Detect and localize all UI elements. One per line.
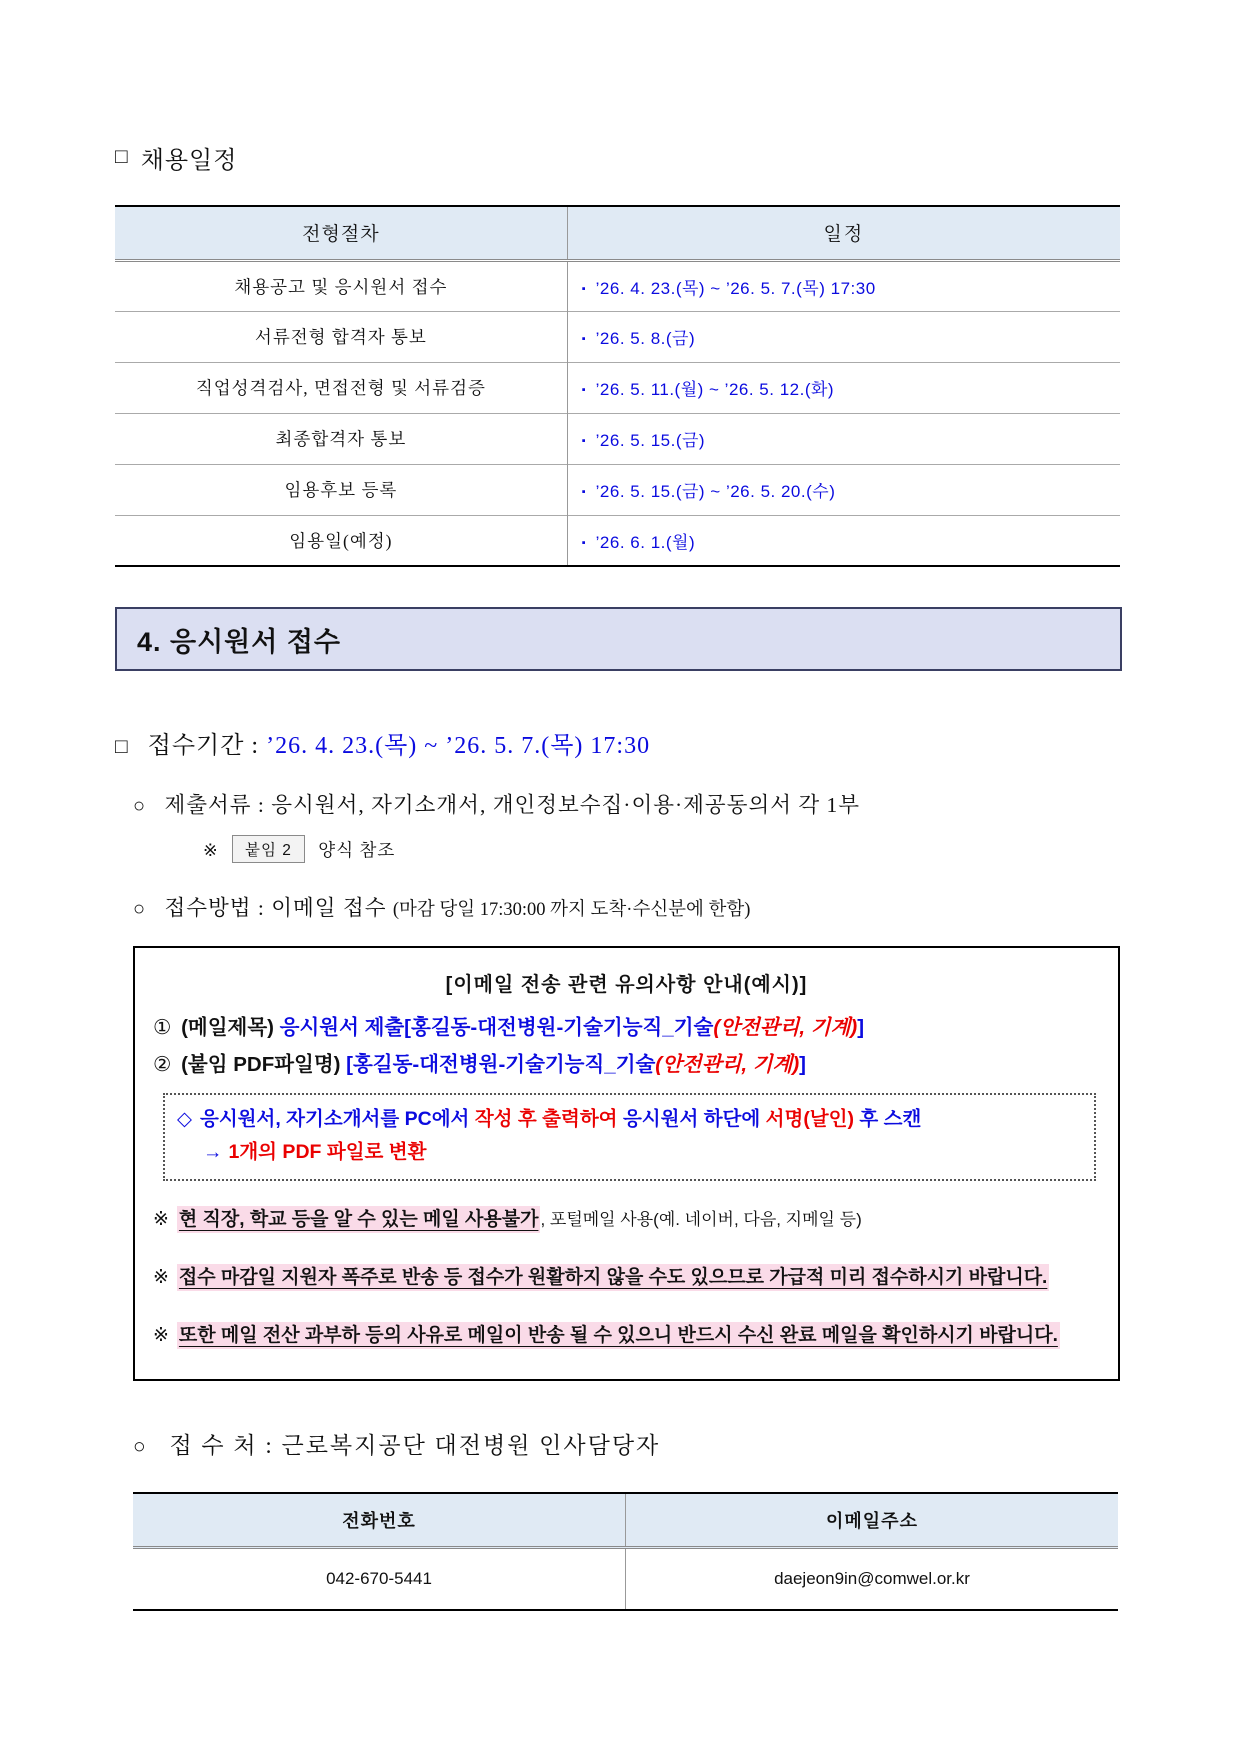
scan-instruction-box bbox=[163, 1093, 1096, 1181]
scan-seg5: 후 스캔 bbox=[859, 1107, 922, 1130]
method-note: (마감 당일 17:30:00 까지 도착·수신분에 한함) bbox=[392, 900, 751, 920]
mail-subject-close: ] bbox=[857, 1016, 865, 1039]
diamond-icon: ◇ bbox=[177, 1107, 192, 1130]
date-cell bbox=[567, 362, 1120, 413]
pdf-filename-label: (붙임 PDF파일명) bbox=[181, 1052, 341, 1076]
section4-title: 4. 응시원서 접수 bbox=[137, 626, 342, 657]
mail-subject-red: (안전관리, 기계) bbox=[713, 1016, 858, 1039]
date-cell bbox=[567, 260, 1120, 311]
procedure-cell: 임용일(예정) bbox=[115, 515, 567, 566]
procedure-cell: 최종합격자 통보 bbox=[115, 413, 567, 464]
note1-highlight: 현 직장, 학교 등을 알 수 있는 메일 사용불가 bbox=[177, 1206, 541, 1233]
table-row bbox=[115, 413, 1120, 464]
date-value: ’26. 6. 1.(월) bbox=[595, 532, 696, 552]
reference-mark-icon: ※ bbox=[203, 840, 219, 860]
date-value: ’26. 5. 11.(월) ~ ’26. 5. 12.(화) bbox=[595, 380, 835, 399]
arrow-icon: → bbox=[203, 1140, 223, 1163]
schedule-heading-label: 채용일정 bbox=[140, 148, 238, 174]
bullet-icon: ▪ bbox=[581, 384, 586, 396]
schedule-col-date: 일정 bbox=[567, 206, 1120, 260]
circle-bullet-icon: ○ bbox=[133, 795, 147, 817]
square-bullet-icon: □ bbox=[115, 734, 129, 758]
square-bullet-icon: □ bbox=[115, 144, 129, 168]
reference-mark-icon: ※ bbox=[153, 1208, 169, 1230]
period-value: ’26. 4. 23.(목) ~ ’26. 5. 7.(목) 17:30 bbox=[266, 733, 651, 759]
email-cell: daejeon9in@comwel.or.kr bbox=[774, 1569, 970, 1589]
circled-two-icon: ② bbox=[153, 1052, 172, 1076]
table-row bbox=[115, 362, 1120, 413]
documents-line bbox=[115, 788, 1120, 819]
bullet-icon: ▪ bbox=[581, 536, 586, 549]
procedure-cell: 채용공고 및 응시원서 접수 bbox=[115, 260, 567, 311]
date-value: ’26. 4. 23.(목) ~ ’26. 5. 7.(목) 17:30 bbox=[595, 278, 876, 298]
section4-header bbox=[115, 607, 1122, 671]
note1-rest: , 포털메일 사용(예. 네이버, 다음, 지메일 등) bbox=[540, 1209, 862, 1229]
date-cell bbox=[567, 311, 1120, 362]
schedule-heading bbox=[115, 140, 1120, 175]
date-value: ’26. 5. 15.(금) ~ ’26. 5. 20.(수) bbox=[595, 482, 836, 501]
documents-text: 제출서류 : 응시원서, 자기소개서, 개인정보수집·이용·제공동의서 각 1부 bbox=[164, 793, 861, 817]
email-notice-box bbox=[133, 946, 1120, 1381]
bullet-icon: ▪ bbox=[581, 333, 586, 345]
procedure-cell: 직업성격검사, 면접전형 및 서류검증 bbox=[115, 362, 567, 413]
phone-cell: 042-670-5441 bbox=[133, 1548, 626, 1610]
note-early-submission bbox=[153, 1259, 1100, 1297]
attachment-badge: 붙임 2 bbox=[232, 835, 305, 863]
schedule-table-header-row bbox=[115, 206, 1120, 260]
procedure-cell: 임용후보 등록 bbox=[115, 464, 567, 515]
scan-seg1: 응시원서, 자기소개서를 PC에서 bbox=[200, 1107, 470, 1130]
mail-subject-label: (메일제목) bbox=[181, 1016, 274, 1039]
contact-col-email: 이메일주소 bbox=[626, 1493, 1119, 1548]
attachment-note-text: 양식 참조 bbox=[318, 840, 396, 860]
contact-table bbox=[133, 1492, 1118, 1611]
mail-subject-blue: 응시원서 제출[홍길동-대전병원-기술기능직_기술 bbox=[279, 1016, 714, 1039]
note-mail-restriction bbox=[153, 1201, 1100, 1239]
reception-line bbox=[115, 1427, 1120, 1460]
note3-highlight: 또한 메일 전산 과부하 등의 사유로 메일이 반송 될 수 있으니 반드시 수신 완료 메일을 확인하시기 바랍니다. bbox=[177, 1322, 1060, 1349]
note2-highlight: 접수 마감일 지원자 폭주로 반송 등 접수가 원활하지 않을 수도 있으므로 가급적 미리 접수하시기 바랍니다. bbox=[177, 1264, 1049, 1291]
pdf-filename-blue: [홍길동-대전병원-기술기능직_기술 bbox=[346, 1052, 656, 1076]
scan-seg4: 서명(날인) bbox=[765, 1107, 854, 1130]
date-cell bbox=[567, 515, 1120, 566]
notice-box-title: [이메일 전송 관련 유의사항 안내(예시)] bbox=[445, 974, 808, 996]
scan-seg3: 응시원서 하단에 bbox=[622, 1107, 761, 1130]
date-cell bbox=[567, 464, 1120, 515]
table-row bbox=[133, 1548, 1118, 1610]
table-row bbox=[115, 464, 1120, 515]
contact-table-header-row bbox=[133, 1493, 1118, 1548]
date-value: ’26. 5. 15.(금) bbox=[595, 431, 706, 450]
contact-col-phone: 전화번호 bbox=[133, 1493, 626, 1548]
circled-one-icon: ① bbox=[153, 1016, 172, 1039]
bullet-icon: ▪ bbox=[581, 486, 586, 498]
scan-seg2: 작성 후 출력하여 bbox=[474, 1107, 618, 1130]
reference-mark-icon: ※ bbox=[153, 1266, 169, 1288]
date-cell bbox=[567, 413, 1120, 464]
bullet-icon: ▪ bbox=[581, 282, 586, 295]
method-line bbox=[115, 891, 1120, 922]
pdf-filename-close: ] bbox=[799, 1052, 806, 1076]
table-row bbox=[115, 311, 1120, 362]
period-line bbox=[115, 725, 1120, 760]
table-row bbox=[115, 260, 1120, 311]
period-label: 접수기간 : bbox=[147, 733, 260, 759]
pdf-filename-red: (안전관리, 기계) bbox=[655, 1052, 800, 1076]
note-confirm-receipt bbox=[153, 1317, 1100, 1355]
method-label: 접수방법 : 이메일 접수 bbox=[164, 896, 387, 920]
bullet-icon: ▪ bbox=[581, 435, 586, 447]
attachment-note bbox=[115, 835, 1120, 863]
schedule-col-procedure: 전형절차 bbox=[115, 206, 567, 260]
table-row bbox=[115, 515, 1120, 566]
notice-item-pdf-filename bbox=[153, 1050, 1100, 1081]
notice-item-mail-subject bbox=[153, 1013, 1100, 1044]
reference-mark-icon: ※ bbox=[153, 1324, 169, 1346]
date-value: ’26. 5. 8.(금) bbox=[595, 329, 696, 348]
circle-bullet-icon: ○ bbox=[133, 898, 147, 920]
scan-line2: 1개의 PDF 파일로 변환 bbox=[228, 1140, 427, 1163]
schedule-table bbox=[115, 205, 1120, 567]
procedure-cell: 서류전형 합격자 통보 bbox=[115, 311, 567, 362]
reception-text: 접 수 처 : 근로복지공단 대전병원 인사담당자 bbox=[169, 1432, 661, 1458]
circle-bullet-icon: ○ bbox=[133, 1433, 148, 1458]
